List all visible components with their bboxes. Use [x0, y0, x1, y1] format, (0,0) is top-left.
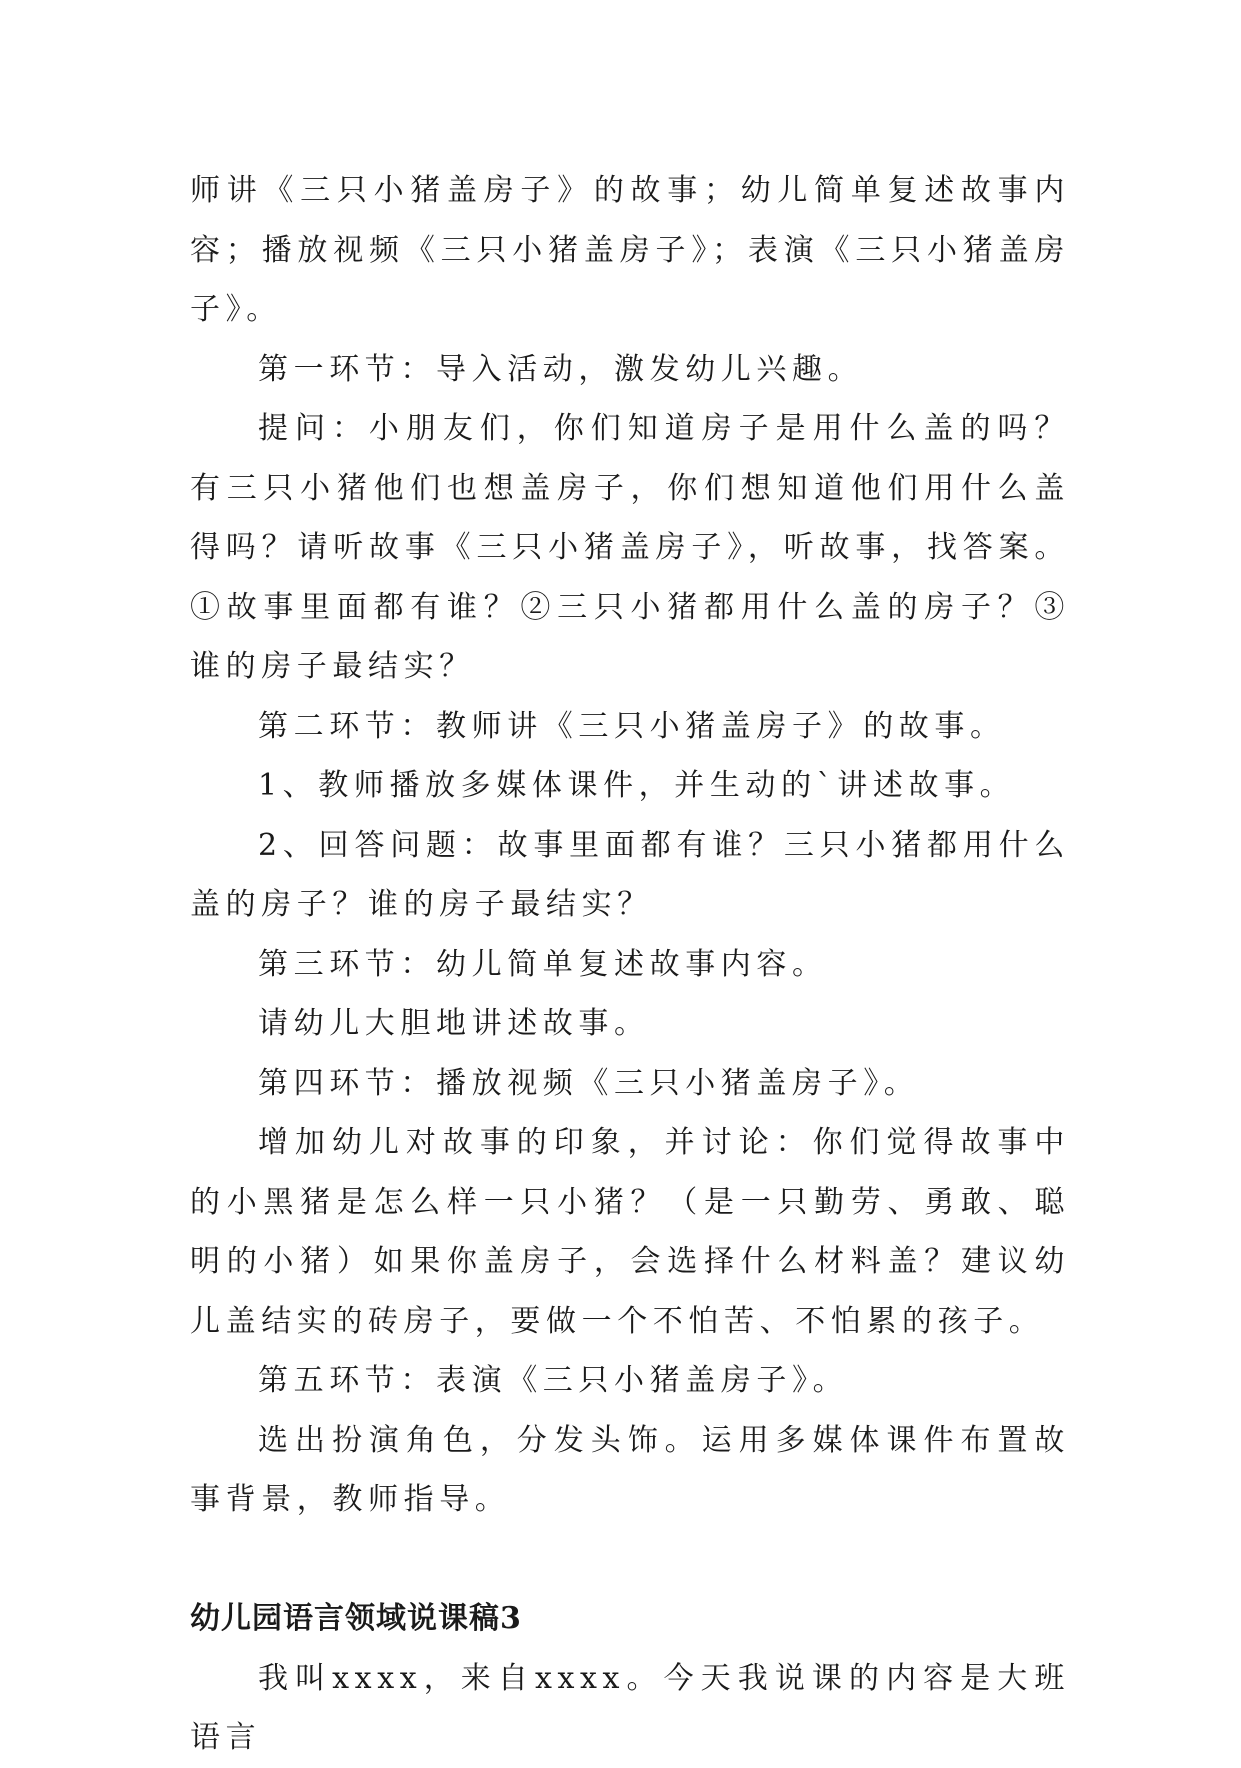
paragraph-step-two-item-1: 1、教师播放多媒体课件，并生动的`讲述故事。 [258, 768, 1016, 803]
paragraph-step-five-title: 第五环节：表演《三只小猪盖房子》。 [258, 1363, 849, 1398]
paragraph-section-intro: 我叫xxxx，来自xxxx。今天我说课的内容是大班语言 [190, 1660, 1070, 1755]
section-heading: 幼儿园语言领域说课稿3 [190, 1601, 522, 1636]
paragraph-step-four-body: 增加幼儿对故事的印象，并讨论：你们觉得故事中的小黑猪是怎么样一只小猪？（是一只勤劳、勇敢、聪明的小猪）如果你盖房子，会选择什么材料盖？建议幼儿盖结实的砖房子，要做一个不怕苦、不怕累的孩子。 [190, 1125, 1070, 1339]
paragraph-step-five-body: 选出扮演角色，分发头饰。运用多媒体课件布置故事背景，教师指导。 [190, 1422, 1070, 1517]
document-body [190, 161, 1070, 1768]
paragraph-step-two-item-2: 2、回答问题：故事里面都有谁？三只小猪都用什么盖的房子？谁的房子最结实？ [190, 827, 1070, 922]
paragraph-step-two-title: 第二环节：教师讲《三只小猪盖房子》的故事。 [258, 708, 1006, 744]
paragraph-step-one-title: 第一环节：导入活动，激发幼儿兴趣。 [258, 351, 864, 387]
paragraph-step-three-title: 第三环节：幼儿简单复述故事内容。 [258, 946, 828, 982]
paragraph-questions: 提问：小朋友们，你们知道房子是用什么盖的吗？有三只小猪他们也想盖房子，你们想知道他们用什么盖得吗？请听故事《三只小猪盖房子》，听故事，找答案。①故事里面都有谁？②三只小猪都用什么盖的房子？③谁的房子最结实？ [190, 411, 1070, 684]
paragraph-intro: 师讲《三只小猪盖房子》的故事；幼儿简单复述故事内容；播放视频《三只小猪盖房子》；表演《三只小猪盖房子》。 [190, 173, 1070, 327]
paragraph-step-four-title: 第四环节：播放视频《三只小猪盖房子》。 [258, 1065, 920, 1101]
paragraph-step-three-body: 请幼儿大胆地讲述故事。 [258, 1006, 650, 1041]
